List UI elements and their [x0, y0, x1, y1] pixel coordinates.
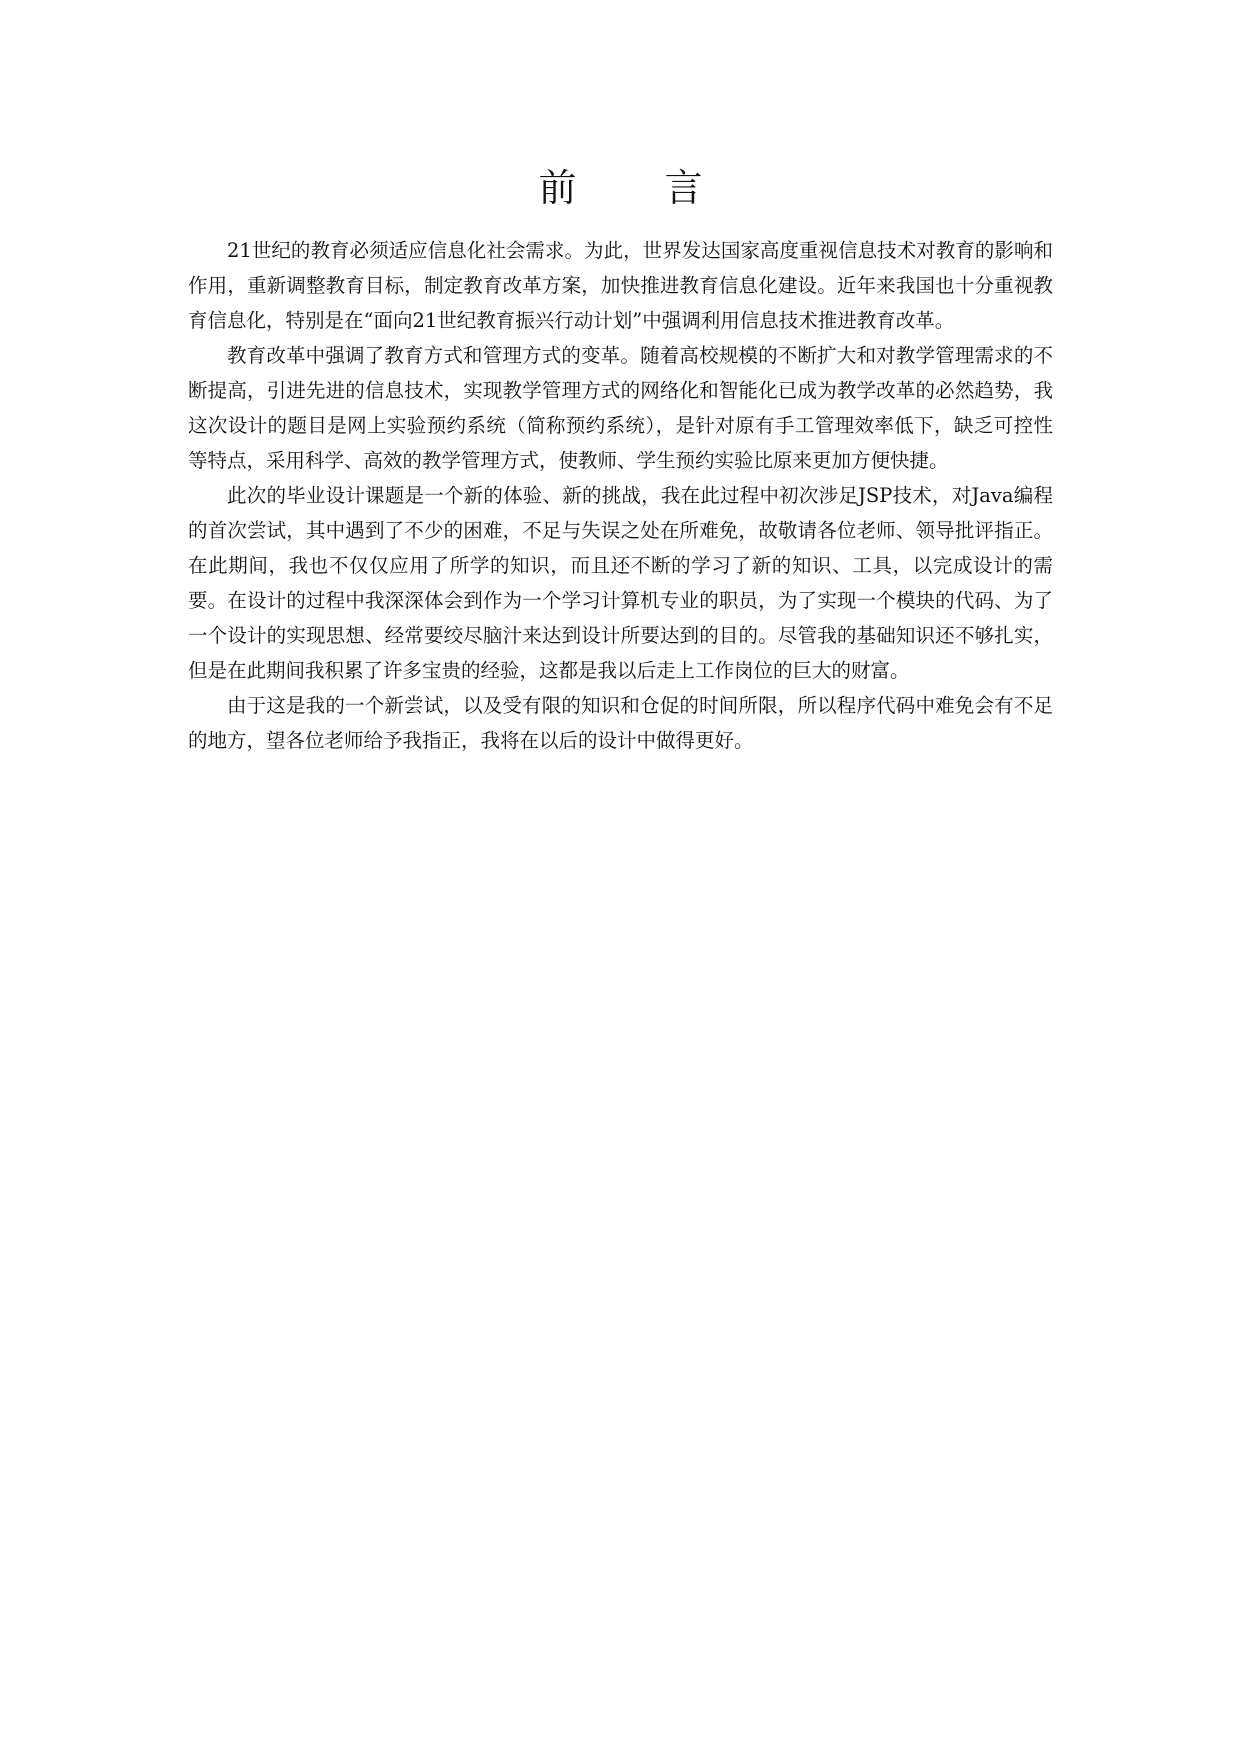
paragraph-3: 此次的毕业设计课题是一个新的体验、新的挑战，我在此过程中初次涉足JSP技术，对Java编程的首次尝试，其中遇到了不少的困难，不足与失误之处在所难免，故敬请各位老师、领导批评指正。在此期间，我也不仅仅应用了所学的知识，而且还不断的学习了新的知识、工具，以完成设计的需要。在设计的过程中我深深体会到作为一个学习计算机专业的职员，为了实现一个模块的代码、为了一个设计的实现思想、经常要绞尽脑汁来达到设计所要达到的目的。尽管我的基础知识还不够扎实，但是在此期间我积累了许多宝贵的经验，这都是我以后走上工作岗位的巨大的财富。 [188, 484, 1053, 682]
page-title: 前 言 [538, 166, 741, 210]
paragraph-1: 21世纪的教育必须适应信息化社会需求。为此，世界发达国家高度重视信息技术对教育的影响和作用，重新调整教育目标，制定教育改革方案，加快推进教育信息化建设。近年来我国也十分重视教育信息化，特别是在“面向21世纪教育振兴行动计划”中强调利用信息技术推进教育改革。 [188, 239, 1053, 332]
paragraph-4: 由于这是我的一个新尝试，以及受有限的知识和仓促的时间所限，所以程序代码中难免会有不足的地方，望各位老师给予我指正，我将在以后的设计中做得更好。 [188, 694, 1053, 752]
paragraph-2: 教育改革中强调了教育方式和管理方式的变革。随着高校规模的不断扩大和对教学管理需求的不断提高，引进先进的信息技术，实现教学管理方式的网络化和智能化已成为教学改革的必然趋势，我这次设计的题目是网上实验预约系统（简称预约系统），是针对原有手工管理效率低下，缺乏可控性等特点，采用科学、高效的教学管理方式，使教师、学生预约实验比原来更加方便快捷。 [188, 344, 1053, 472]
preface-body [188, 233, 1053, 758]
